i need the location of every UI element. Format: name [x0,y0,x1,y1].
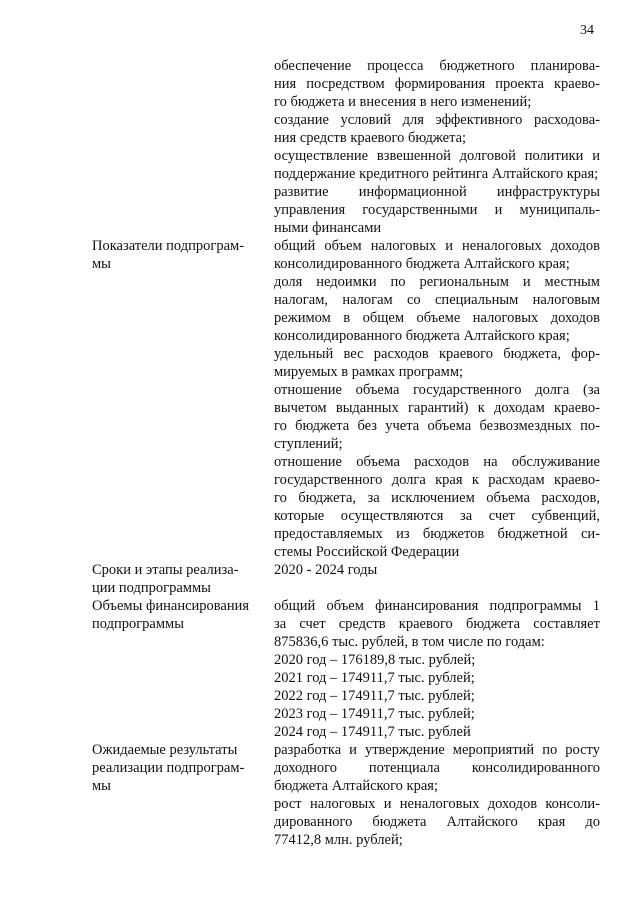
word: из [396,526,410,542]
word: доходам [493,400,545,416]
word: краево- [553,76,600,92]
page-number: 34 [580,23,594,38]
word: государственного [413,382,522,398]
word: к [471,472,479,488]
word: исключением [391,490,475,506]
word: мероприятий [452,742,535,758]
word: утверждение [364,742,445,758]
word: средств [338,616,386,632]
word: бюджета, [298,490,357,506]
results-line [274,741,600,759]
word: региональным [419,274,509,290]
financing-year-line: 2021 год – 174911,7 тыс. рублей; [274,670,475,686]
word: и [445,238,453,254]
indicators-line [274,273,600,291]
word: и [522,274,531,290]
word: выданных [335,400,399,416]
word: консоли- [545,796,600,812]
objectives-line [274,57,600,75]
word: условий [340,112,392,128]
word: доходов [487,796,538,812]
financing-line: 875836,6 тыс. рублей, в том числе по годам: [274,634,545,650]
word: инфраструктуры [496,184,600,200]
word: финансирования [375,598,479,614]
word: процесса [367,58,424,74]
word: управления [274,202,346,218]
terms-value: 2020 - 2024 годы [274,562,378,578]
word: бюджетного [439,58,515,74]
word: краевого [398,616,453,632]
word: бюджетной [497,526,568,542]
word: общий [274,238,316,254]
word: бюджета [295,418,350,434]
indicators-line: стемы Российской Федерации [274,544,460,560]
indicators-line: ступлений; [274,436,343,452]
word: доходного [274,760,338,776]
word: безвозмездных [479,418,572,434]
word: со [407,292,421,308]
results-line: бюджета Алтайского края; [274,778,438,794]
word: государственного [274,472,383,488]
word: и [592,148,600,164]
objectives-line [274,75,600,93]
objectives-line: ными финансами [274,220,382,236]
word: счет [488,508,515,524]
indicators-line [274,291,600,309]
word: объема [355,382,400,398]
indicators-line [274,507,600,525]
word: составляет [533,616,600,632]
word: в [343,310,351,326]
word: учета [385,418,420,434]
word: ния [274,76,297,92]
objectives-line [274,201,600,219]
indicators-line [274,237,600,255]
indicators-line: консолидированного бюджета Алтайского края; [274,256,570,272]
word: недоимки [316,274,377,290]
word: формирования [394,76,486,92]
word: рост [274,796,302,812]
word: налогам, [274,292,328,308]
indicators-label: мы [92,256,111,272]
financing-line [274,597,600,615]
word: бюджета, [503,346,561,362]
word: и [349,742,357,758]
word: и [383,796,392,812]
indicators-line [274,399,600,417]
word: и [494,202,503,218]
word: за [274,616,287,632]
word: обеспечение [274,58,352,74]
word: го [274,418,287,434]
results-line [274,795,600,813]
word: создание [274,112,329,128]
word: по [542,742,558,758]
word: расходов [373,346,429,362]
word: расходам [488,472,545,488]
word: фор- [571,346,600,362]
word: за [459,508,473,524]
word: росту [565,742,600,758]
word: за [367,490,380,506]
word: налоговых [309,796,376,812]
indicators-line [274,471,600,489]
word: расходов, [541,490,600,506]
word: потенциала [368,760,440,776]
financing-year-line: 2024 год – 174911,7 тыс. рублей [274,724,471,740]
indicators-line [274,489,600,507]
objectives-line [274,183,600,201]
word: дированного [274,814,353,830]
word: си- [580,526,600,542]
word: неналоговых [399,796,480,812]
word: посредством [306,76,385,92]
word: разработка [274,742,342,758]
word: налогам [342,292,393,308]
word: подпрограммы [489,598,582,614]
word: отношение [274,382,342,398]
objectives-line [274,147,600,165]
word: долговой [459,148,516,164]
word: которые [274,508,325,524]
word: неналоговых [462,238,542,254]
word: налоговых [472,310,539,326]
indicators-line: мируемых в рамках программ; [274,364,464,380]
word: политики [524,148,584,164]
objectives-line: поддержание кредитного рейтинга Алтайского края; [274,166,599,182]
indicators-line: консолидированного бюджета Алтайского края; [274,328,570,344]
word: объема [427,418,472,434]
objectives-line: го бюджета и внесения в него изменений; [274,94,532,110]
word: расходов [414,454,470,470]
word: счет [299,616,326,632]
word: на [483,454,498,470]
word: к [477,400,485,416]
indicators-line [274,381,600,399]
word: гарантий) [407,400,469,416]
word: вес [343,346,364,362]
word: (за [582,382,600,398]
word: эффективного [435,112,523,128]
word: по- [580,418,600,434]
word: общем [362,310,404,326]
word: осуществление [274,148,369,164]
word: 1 [592,598,600,614]
indicators-line [274,345,600,363]
word: налоговым [532,292,600,308]
word: муниципаль- [519,202,600,218]
results-line [274,759,600,777]
indicators-line [274,417,600,435]
word: налоговых [370,238,437,254]
word: специальным [435,292,519,308]
word: доля [274,274,303,290]
word: объем [326,598,364,614]
word: краево- [554,400,600,416]
objectives-line [274,111,600,129]
objectives-line: ния средств краевого бюджета; [274,130,467,146]
word: взвешенной [376,148,451,164]
financing-line [274,615,600,633]
financing-year-line: 2022 год – 174911,7 тыс. рублей; [274,688,475,704]
financing-label: подпрограммы [92,616,184,632]
word: удельный [274,346,334,362]
word: Алтайского [446,814,518,830]
word: режимом [274,310,331,326]
word: бюджетов [422,526,485,542]
indicators-line [274,453,600,471]
word: долга [391,472,426,488]
word: субвенций, [531,508,600,524]
results-label: реализации подпрограм- [92,760,245,776]
word: предоставляемых [274,526,383,542]
word: местным [544,274,600,290]
terms-label: Сроки и этапы реализа- [92,562,239,578]
results-line: 77412,8 млн. рублей; [274,832,403,848]
word: бюджета [372,814,427,830]
financing-year-line: 2023 год – 174911,7 тыс. рублей; [274,706,475,722]
financing-year-line: 2020 год – 176189,8 тыс. рублей; [274,652,476,668]
word: вычетом [274,400,327,416]
word: доходов [550,310,600,326]
word: краевого [439,346,493,362]
word: объеме [416,310,461,326]
word: осуществляются [340,508,444,524]
word: обслуживание [511,454,600,470]
word: планирова- [530,58,600,74]
indicators-line [274,309,600,327]
word: долга [535,382,570,398]
results-label: мы [92,778,111,794]
indicators-label: Показатели подпрограм- [92,238,245,254]
word: края [435,472,463,488]
word: объема [356,454,400,470]
word: го [274,490,287,506]
word: для [402,112,424,128]
word: проекта [495,76,544,92]
word: государственными [362,202,478,218]
financing-label: Объемы финансирования [92,598,250,614]
word: информационной [358,184,467,200]
word: отношение [274,454,342,470]
word: развитие [274,184,329,200]
word: краево- [553,472,600,488]
indicators-line [274,525,600,543]
results-line [274,813,600,831]
word: края [537,814,566,830]
word: объема [486,490,530,506]
word: общий [274,598,316,614]
word: до [585,814,600,830]
word: доходов [550,238,600,254]
results-label: Ожидаемые результаты [92,742,238,758]
word: консолидированного [471,760,600,776]
word: без [357,418,377,434]
terms-label: ции подпрограммы [92,580,211,596]
word: объем [324,238,362,254]
word: расходова- [533,112,600,128]
word: по [390,274,406,290]
word: бюджета [465,616,521,632]
